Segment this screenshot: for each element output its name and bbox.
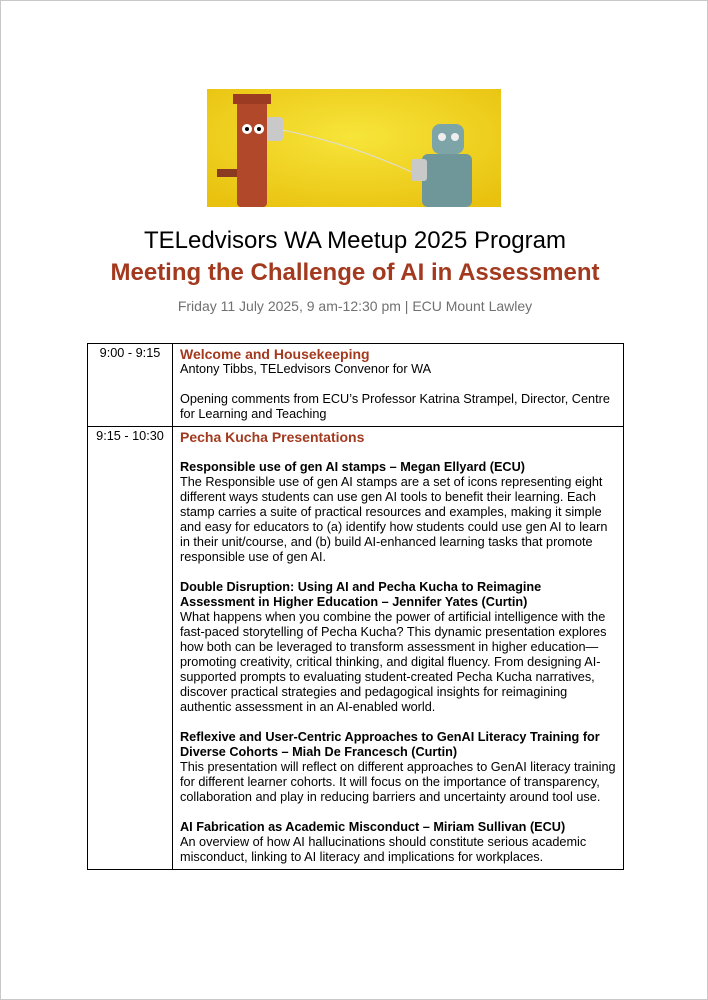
session-title: Welcome and Housekeeping (180, 346, 370, 362)
session-time: 9:15 - 10:30 (88, 427, 173, 870)
talk-abstract: An overview of how AI hallucinations should constitute serious academic misconduct, linking to AI literacy and implications for workplaces. (180, 835, 587, 864)
event-date-location: Friday 11 July 2025, 9 am-12:30 pm | ECU Mount Lawley (177, 298, 533, 314)
page-subtitle: Meeting the Challenge of AI in Assessment (110, 259, 600, 286)
talk-abstract: What happens when you combine the power of artificial intelligence with the fast-paced storytelling of Pecha Kucha? This dynamic presentation explores how both can be leveraged to transform assessment in higher education—promoting creativity, critical thinking, and digital fluency. From designing AI-supported prompts to evaluating student-created Pecha Kucha narratives, discover practical strategies and pedagogical insights for reimagining authentic assessment in an AI-enabled world. (180, 610, 607, 714)
talk-title: Responsible use of gen AI stamps – Megan Ellyard (ECU) (180, 460, 525, 474)
session-details (173, 344, 624, 427)
talk-abstract: The Responsible use of gen AI stamps are a set of icons representing eight different ways students can use gen AI tools to benefit their learning. Each stamp carries a suite of practical resources and examples, making it simple and easy for educators to (a) identify how students could use gen AI to learn in their unit/course, and (b) build AI-enhanced learning tasks that promote responsible use of gen AI. (180, 475, 608, 564)
table-row (88, 344, 624, 427)
program-table (87, 343, 624, 870)
session-line: Antony Tibbs, TELedvisors Convenor for WA (180, 362, 432, 376)
talk-title: AI Fabrication as Academic Misconduct – Miriam Sullivan (ECU) (180, 820, 566, 834)
talk-abstract: This presentation will reflect on different approaches to GenAI literacy training for different learner cohorts. It will focus on the importance of transparency, collaboration and play in reducing barriers and uncertainty around tool use. (180, 760, 616, 804)
session-line: Opening comments from ECU’s Professor Katrina Strampel, Director, Centre for Learning and Teaching (180, 392, 610, 421)
session-title: Pecha Kucha Presentations (180, 429, 365, 445)
session-time: 9:00 - 9:15 (88, 344, 173, 427)
talk-title: Reflexive and User-Centric Approaches to GenAI Literacy Training for Diverse Cohorts – Miah De Francesch (Curtin) (180, 730, 600, 759)
talk-title: Double Disruption: Using AI and Pecha Kucha to Reimagine Assessment in Higher Education – Jennifer Yates (Curtin) (180, 580, 542, 609)
session-details (173, 427, 624, 870)
page-title: TELedvisors WA Meetup 2025 Program (144, 227, 566, 254)
hero-image-robots-tin-can-phone (207, 89, 501, 207)
table-row (88, 427, 624, 870)
